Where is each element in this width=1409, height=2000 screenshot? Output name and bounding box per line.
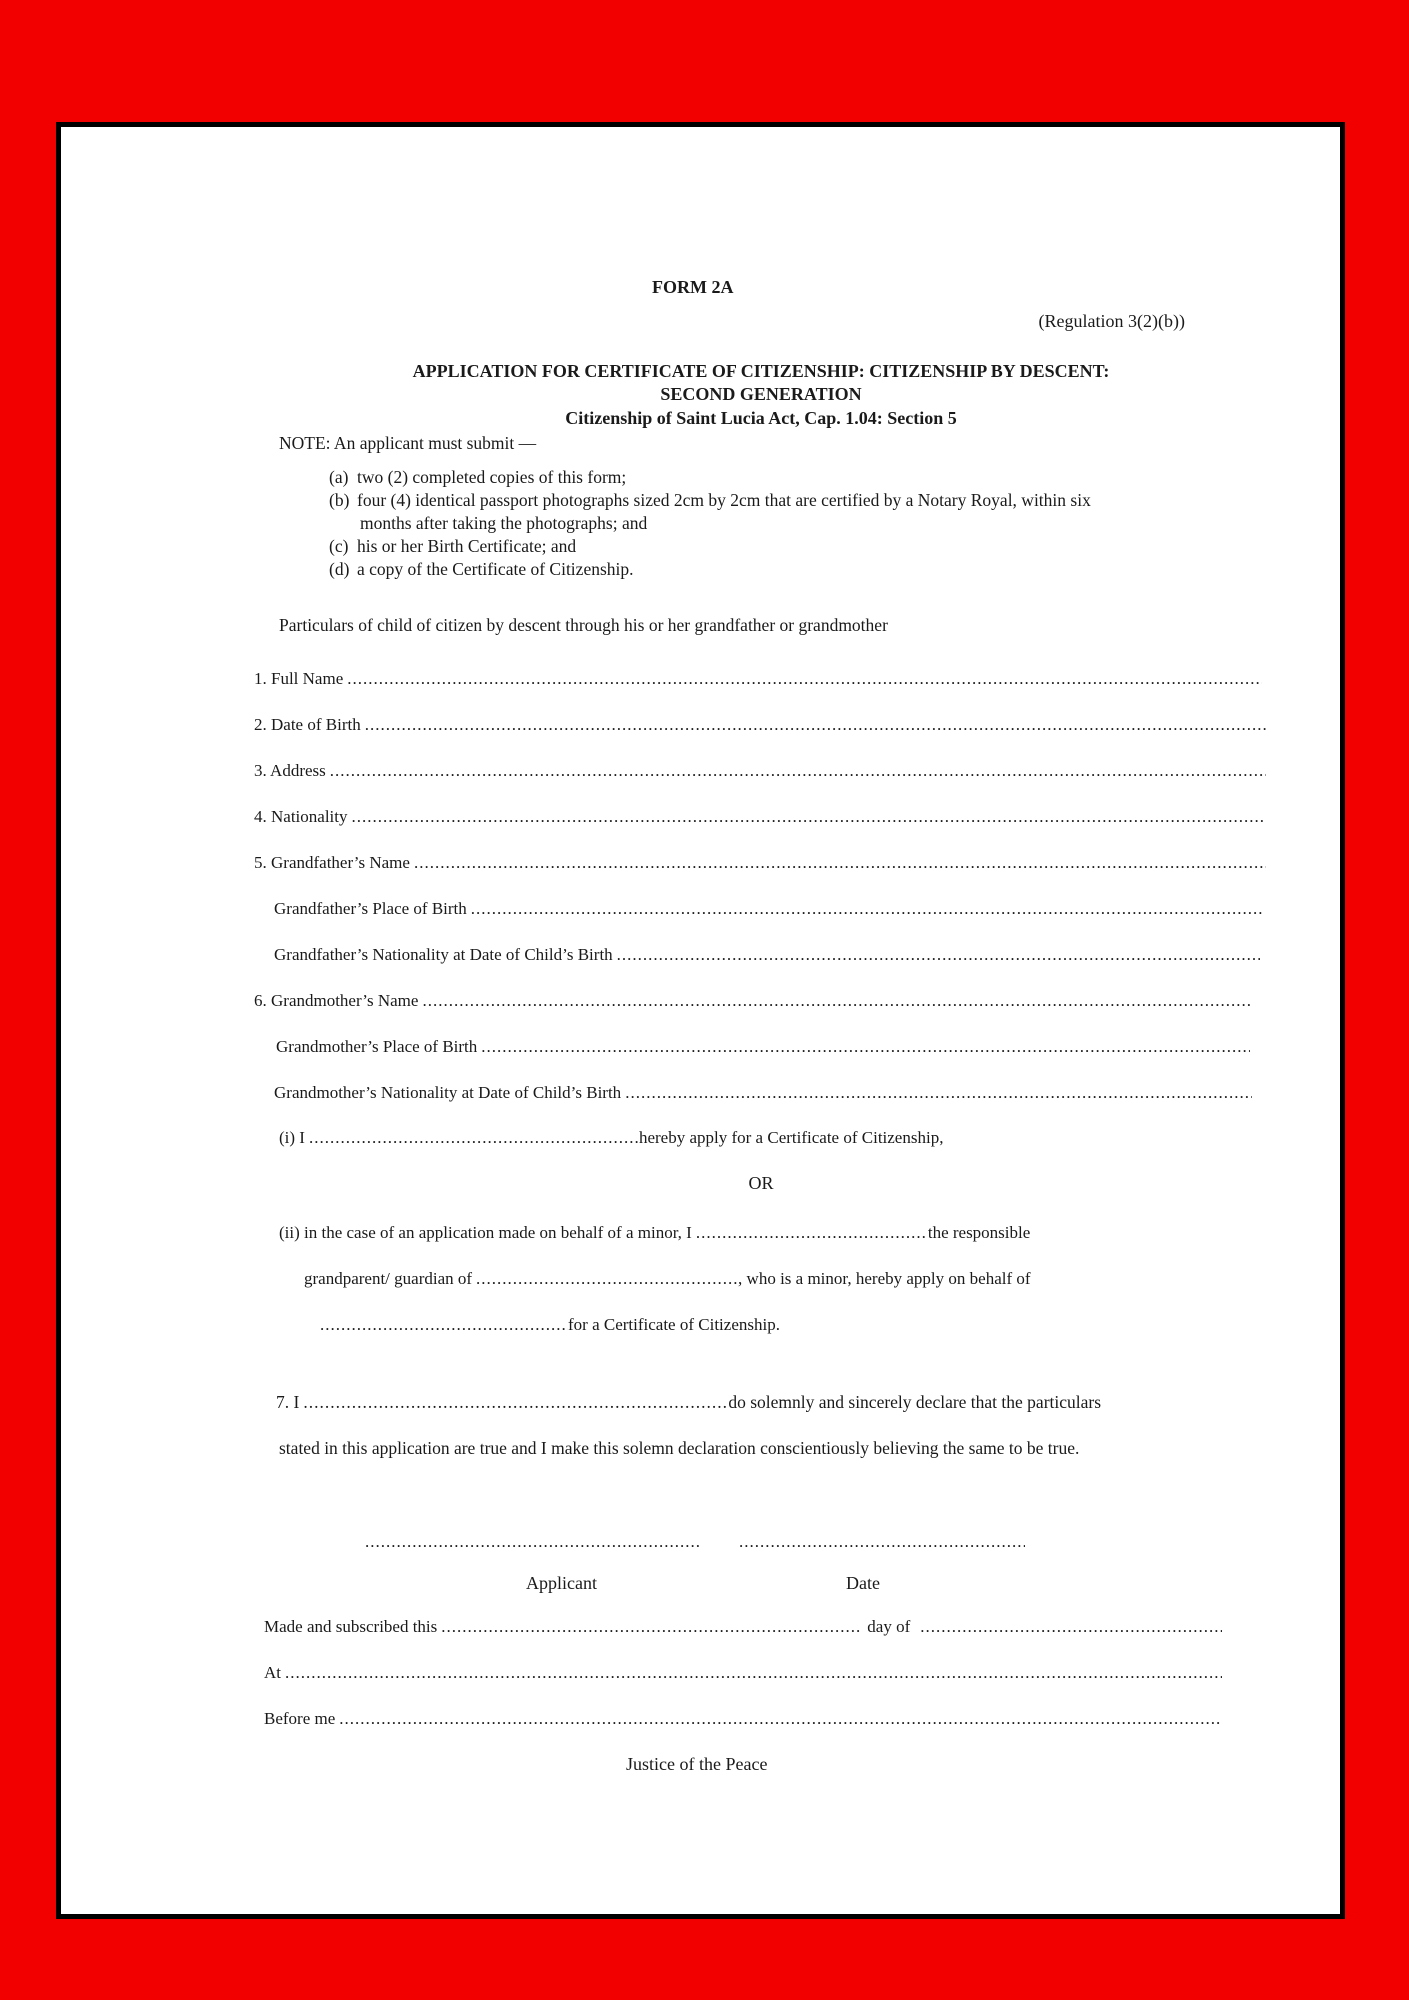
before-me-label: Before me xyxy=(264,1709,336,1728)
field-label: 3. Address xyxy=(254,761,326,780)
field-grandfather-place-of-birth[interactable] xyxy=(274,899,1264,919)
requirement-label: (b) xyxy=(329,490,350,510)
application-minor-line1[interactable] xyxy=(279,1223,1234,1243)
fill-line[interactable] xyxy=(472,1269,738,1289)
field-address[interactable] xyxy=(254,761,1266,781)
requirement-item xyxy=(329,467,626,488)
before-me-line[interactable] xyxy=(264,1709,1222,1729)
made-subscribed-label: Made and subscribed this xyxy=(264,1617,438,1636)
field-grandmother-nationality[interactable] xyxy=(274,1083,1252,1103)
fill-line[interactable] xyxy=(361,1532,701,1552)
field-label: 2. Date of Birth xyxy=(254,715,361,734)
field-grandfather-name[interactable] xyxy=(254,853,1266,873)
at-label: At xyxy=(264,1663,281,1682)
requirement-label: (a) xyxy=(329,467,349,487)
form-number: FORM 2A xyxy=(652,277,734,297)
submission-note: NOTE: An applicant must submit — xyxy=(279,433,537,453)
requirement-label: (c) xyxy=(329,536,349,556)
applicant-label: Applicant xyxy=(526,1573,597,1593)
fill-line[interactable] xyxy=(437,1617,861,1637)
fill-line[interactable] xyxy=(735,1532,1025,1552)
at-line[interactable] xyxy=(264,1663,1222,1683)
requirement-text: a copy of the Certificate of Citizenship. xyxy=(357,559,634,579)
fill-line[interactable] xyxy=(361,715,1266,735)
or-separator: OR xyxy=(748,1173,774,1193)
regulation-reference: (Regulation 3(2)(b)) xyxy=(1038,311,1185,331)
requirement-text: four (4) identical passport photographs sized 2cm by 2cm that are certified by a Notary Royal, within six xyxy=(357,490,1091,510)
made-subscribed-line[interactable] xyxy=(264,1617,1222,1637)
fill-line[interactable] xyxy=(347,807,1266,827)
application-minor-line3[interactable] xyxy=(316,1315,876,1335)
fill-line[interactable] xyxy=(477,1037,1250,1057)
application-self-suffix: hereby apply for a Certificate of Citizenship, xyxy=(638,1128,944,1147)
fill-line[interactable] xyxy=(305,1128,639,1148)
field-label: Grandfather’s Place of Birth xyxy=(274,899,467,918)
field-label: 6. Grandmother’s Name xyxy=(254,991,419,1010)
declaration-suffix: do solemnly and sincerely declare that the particulars xyxy=(728,1392,1102,1412)
requirement-text: two (2) completed copies of this form; xyxy=(357,467,627,487)
field-label: Grandmother’s Nationality at Date of Child’s Birth xyxy=(274,1083,622,1102)
declaration-line1[interactable] xyxy=(276,1392,1252,1413)
date-label: Date xyxy=(846,1573,880,1593)
field-grandmother-name[interactable] xyxy=(254,991,1252,1011)
application-minor-prefix: (ii) in the case of an application made on behalf of a minor, I xyxy=(279,1223,692,1242)
application-minor-line2[interactable] xyxy=(304,1269,1184,1289)
form-page xyxy=(56,122,1345,1919)
fill-line[interactable] xyxy=(281,1663,1222,1683)
application-self-prefix: (i) I xyxy=(279,1128,305,1147)
fill-line[interactable] xyxy=(326,761,1266,781)
fill-line[interactable] xyxy=(343,669,1262,689)
requirement-item xyxy=(329,490,1091,511)
fill-line[interactable] xyxy=(467,899,1264,919)
justice-of-peace-label: Justice of the Peace xyxy=(626,1754,768,1774)
requirement-continuation: months after taking the photographs; and xyxy=(360,513,648,533)
fill-line[interactable] xyxy=(621,1083,1252,1103)
field-nationality[interactable] xyxy=(254,807,1266,827)
field-label: 5. Grandfather’s Name xyxy=(254,853,410,872)
form-title-line2: SECOND GENERATION xyxy=(660,384,862,404)
declaration-prefix: 7. I xyxy=(276,1392,300,1412)
application-minor-suffix: the responsible xyxy=(927,1223,1031,1242)
application-self-line[interactable] xyxy=(279,1128,1059,1148)
guardian-suffix: , who is a minor, hereby apply on behalf of xyxy=(738,1269,1031,1288)
form-title-act: Citizenship of Saint Lucia Act, Cap. 1.04: Section 5 xyxy=(565,408,957,428)
requirement-text: his or her Birth Certificate; and xyxy=(357,536,577,556)
field-grandmother-place-of-birth[interactable] xyxy=(276,1037,1250,1057)
particulars-heading: Particulars of child of citizen by descent through his or her grandfather or grandmother xyxy=(279,615,888,635)
field-label: 4. Nationality xyxy=(254,807,348,826)
field-label: Grandfather’s Nationality at Date of Child’s Birth xyxy=(274,945,613,964)
day-of-label: day of xyxy=(867,1617,911,1636)
requirement-item xyxy=(329,559,634,580)
fill-line[interactable] xyxy=(299,1392,728,1413)
requirement-label: (d) xyxy=(329,559,350,579)
guardian-label: grandparent/ guardian of xyxy=(304,1269,473,1288)
form-title-line1: APPLICATION FOR CERTIFICATE OF CITIZENSHIP: CITIZENSHIP BY DESCENT: xyxy=(412,361,1110,381)
field-date-of-birth[interactable] xyxy=(254,715,1266,735)
fill-line[interactable] xyxy=(916,1617,1222,1637)
applicant-signature-line[interactable] xyxy=(361,1532,701,1552)
declaration-line2: stated in this application are true and I make this solemn declaration conscientiously believing the same to be true. xyxy=(279,1438,1080,1458)
fill-line[interactable] xyxy=(418,991,1252,1011)
date-signature-line[interactable] xyxy=(735,1532,1025,1552)
field-full-name[interactable] xyxy=(254,669,1262,689)
fill-line[interactable] xyxy=(410,853,1266,873)
fill-line[interactable] xyxy=(335,1709,1222,1729)
field-grandfather-nationality[interactable] xyxy=(274,945,1260,965)
field-label: Grandmother’s Place of Birth xyxy=(276,1037,478,1056)
fill-line[interactable] xyxy=(613,945,1260,965)
fill-line[interactable] xyxy=(316,1315,568,1335)
fill-line[interactable] xyxy=(692,1223,928,1243)
field-label: 1. Full Name xyxy=(254,669,344,688)
requirement-item xyxy=(329,536,576,557)
certificate-suffix: for a Certificate of Citizenship. xyxy=(568,1315,780,1334)
